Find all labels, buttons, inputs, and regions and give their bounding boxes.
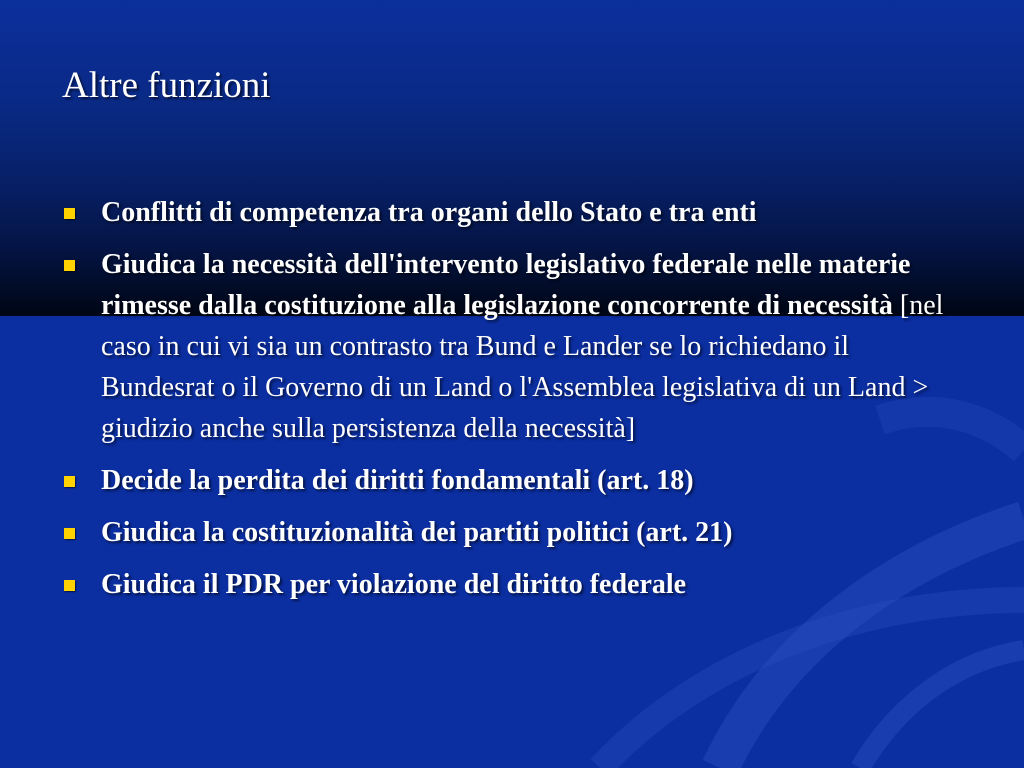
bullet-item [62, 244, 962, 449]
bullet-item [62, 192, 962, 233]
bullet-text-bold: Giudica la necessità dell'intervento legislativo federale nelle materie rimesse dalla costituzione alla legislazione concorrente di necessità [101, 249, 911, 321]
square-bullet-icon [64, 528, 75, 539]
square-bullet-icon [64, 476, 75, 487]
square-bullet-icon [64, 208, 75, 219]
bullet-item [62, 564, 962, 605]
bullet-text-normal: [nel caso in cui vi sia un contrasto tra Bund e Lander se lo richiedano il Bundesrat o il Governo di un Land o l'Assemblea legislativa di un Land > giudizio anche sulla persistenza della necessità] [101, 290, 944, 444]
square-bullet-icon [64, 260, 75, 271]
bullet-text-bold: Conflitti di competenza tra organi dello Stato e tra enti [101, 197, 757, 228]
square-bullet-icon [64, 580, 75, 591]
bullet-list [62, 192, 962, 616]
bullet-text-bold: Decide la perdita dei diritti fondamentali (art. 18) [101, 465, 694, 496]
bullet-item [62, 460, 962, 501]
bullet-item [62, 512, 962, 553]
bullet-text-bold: Giudica il PDR per violazione del diritto federale [101, 569, 687, 600]
slide-title: Altre funzioni [62, 65, 271, 106]
bullet-text-bold: Giudica la costituzionalità dei partiti politici (art. 21) [101, 517, 733, 548]
